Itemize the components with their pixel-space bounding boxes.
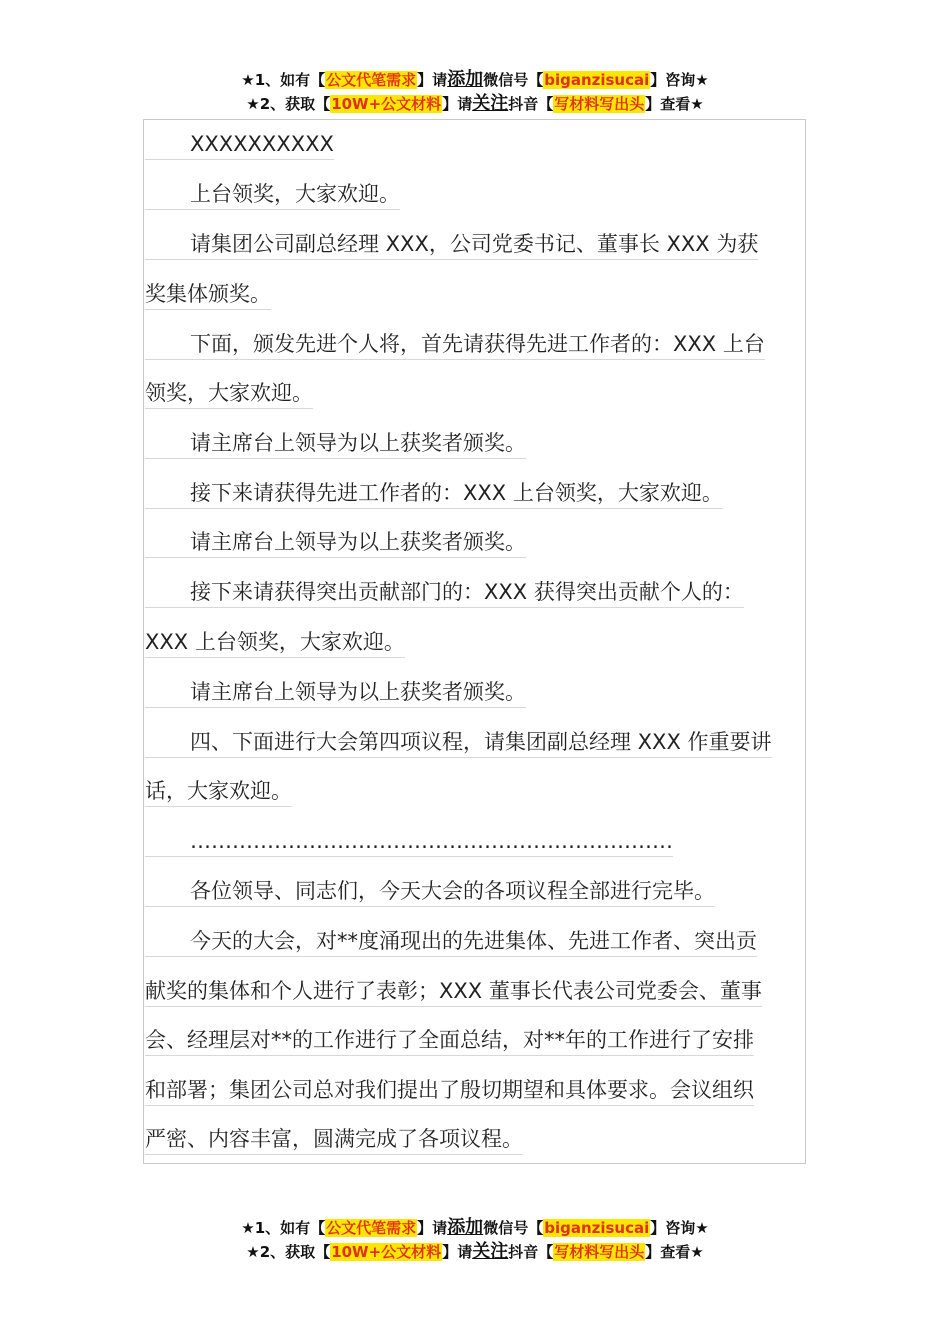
doc-line: 接下来请获得突出贡献部门的：XXX 获得突出贡献个人的： (145, 577, 744, 608)
banner-highlight: 公文代笔需求 (326, 1219, 417, 1237)
doc-line: 请主席台上领导为以上获奖者颁奖。 (145, 428, 526, 459)
doc-line: 领奖，大家欢迎。 (145, 378, 313, 409)
banner-text: ★1、如有【 (241, 71, 326, 89)
banner-text: 】查看★ (645, 95, 704, 113)
doc-line: 奖集体颁奖。 (145, 279, 271, 310)
banner-highlight: 10W+公文材料 (331, 1243, 442, 1261)
doc-line: 四、下面进行大会第四项议程，请集团副总经理 XXX 作重要讲 (145, 727, 772, 758)
banner-line-2 (0, 92, 950, 116)
doc-line: 各位领导、同志们，今天大会的各项议程全部进行完毕。 (145, 876, 715, 907)
banner-text: 】请 (442, 95, 473, 113)
banner-text: 】咨询★ (650, 71, 709, 89)
banner-text: 抖音【 (508, 95, 554, 113)
banner-emphasis: 关注 (472, 93, 509, 114)
banner-line-1 (0, 1216, 950, 1240)
doc-line: 上台领奖，大家欢迎。 (145, 179, 400, 210)
doc-line: 献奖的集体和个人进行了表彰；XXX 董事长代表公司党委会、董事 (145, 976, 762, 1007)
doc-line: 和部署；集团公司总对我们提出了殷切期望和具体要求。会议组织 (145, 1075, 754, 1106)
banner-wechat-id: biganzisucai (544, 1219, 650, 1237)
banner-text: 】请 (417, 1219, 448, 1237)
banner-text: 微信号【 (483, 71, 544, 89)
doc-line: …………………………………………………………… (145, 826, 673, 857)
banner-emphasis: 关注 (472, 1241, 509, 1262)
header-banner (0, 68, 950, 116)
banner-text: 】请 (442, 1243, 473, 1261)
doc-line: 话，大家欢迎。 (145, 776, 292, 807)
banner-emphasis: 添加 (447, 1217, 484, 1238)
banner-line-1 (0, 68, 950, 92)
banner-wechat-id: biganzisucai (544, 71, 650, 89)
doc-line: 请主席台上领导为以上获奖者颁奖。 (145, 677, 526, 708)
banner-highlight: 公文代笔需求 (326, 71, 417, 89)
banner-emphasis: 添加 (447, 69, 484, 90)
banner-douyin-name: 写材料写出头 (554, 95, 645, 113)
banner-text: 】咨询★ (650, 1219, 709, 1237)
banner-text: 抖音【 (508, 1243, 554, 1261)
banner-text: 】查看★ (645, 1243, 704, 1261)
doc-line: 请主席台上领导为以上获奖者颁奖。 (145, 527, 526, 558)
banner-douyin-name: 写材料写出头 (554, 1243, 645, 1261)
doc-line: 严密、内容丰富，圆满完成了各项议程。 (145, 1124, 523, 1155)
banner-text: 微信号【 (483, 1219, 544, 1237)
banner-text: ★2、获取【 (246, 95, 331, 113)
footer-banner (0, 1216, 950, 1264)
banner-line-2 (0, 1240, 950, 1264)
doc-line: XXX 上台领奖，大家欢迎。 (145, 627, 405, 658)
banner-highlight: 10W+公文材料 (331, 95, 442, 113)
doc-line: 下面，颁发先进个人将，首先请获得先进工作者的：XXX 上台 (145, 329, 765, 360)
doc-line: 请集团公司副总经理 XXX，公司党委书记、董事长 XXX 为获 (145, 229, 758, 260)
doc-line: 今天的大会，对**度涌现出的先进集体、先进工作者、突出贡 (145, 926, 757, 957)
banner-text: ★2、获取【 (246, 1243, 331, 1261)
doc-line: 会、经理层对**的工作进行了全面总结，对**年的工作进行了安排 (145, 1025, 754, 1056)
banner-text: 】请 (417, 71, 448, 89)
doc-line: XXXXXXXXXX (145, 129, 334, 160)
banner-text: ★1、如有【 (241, 1219, 326, 1237)
doc-line: 接下来请获得先进工作者的：XXX 上台领奖，大家欢迎。 (145, 478, 723, 509)
